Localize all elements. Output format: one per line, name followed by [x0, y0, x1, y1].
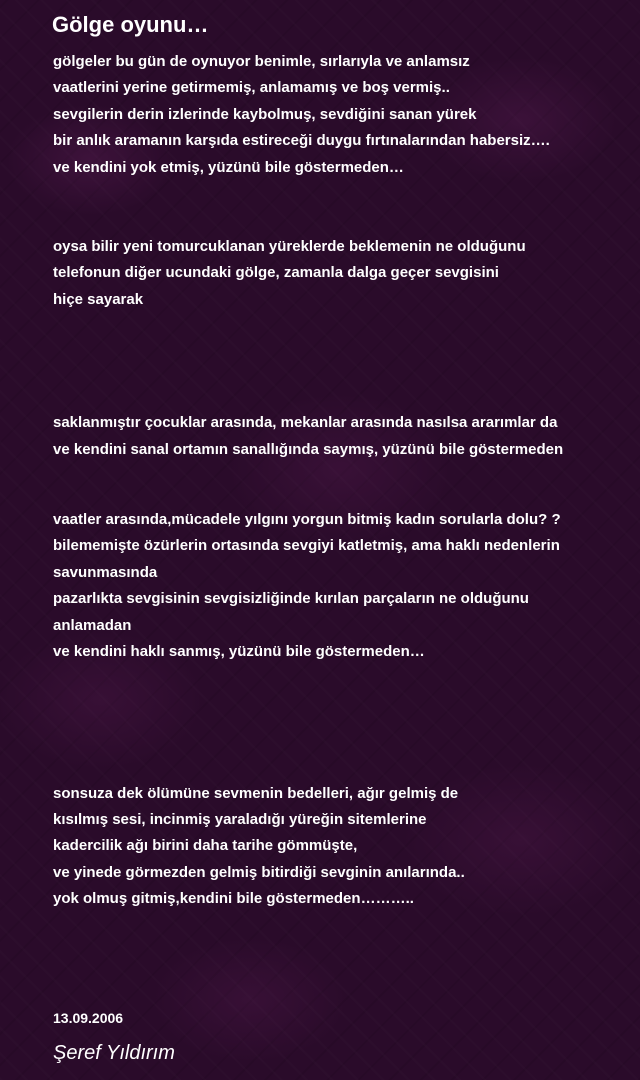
poem-title: Gölge oyunu…: [52, 12, 209, 37]
poem-line: pazarlıkta sevgisinin sevgisizliğinde kırılan parçaların ne olduğunu: [53, 590, 529, 608]
poem-line: vaatler arasında,mücadele yılgını yorgun bitmiş kadın sorularla dolu? ?: [53, 511, 561, 529]
poem-line: ve kendini sanal ortamın sanallığında saymış, yüzünü bile göstermeden: [53, 440, 564, 458]
poem-date: 13.09.2006: [53, 1010, 124, 1026]
poem-line: saklanmıştır çocuklar arasında, mekanlar arasında nasılsa ararımlar da: [53, 414, 558, 432]
poem-line: ve kendini yok etmiş, yüzünü bile göstermeden…: [53, 158, 404, 176]
poem-line: ve yinede görmezden gelmiş bitirdiği sevginin anılarında..: [53, 863, 465, 881]
poem-line: bilememişte özürlerin ortasında sevgiyi katletmiş, ama haklı nedenlerin: [53, 537, 560, 555]
stanza-1: [53, 49, 623, 181]
poem-line: ve kendini haklı sanmış, yüzünü bile göstermeden…: [53, 643, 425, 661]
stanza-4: [53, 507, 623, 665]
stanza-3: [53, 410, 623, 463]
poem-line: vaatlerini yerine getirmemiş, anlamamış ve boş vermiş..: [53, 79, 450, 97]
poem-line: hiçe sayarak: [53, 290, 144, 308]
poem-line: anlamadan: [53, 616, 132, 634]
poem-line: kadercilik ağı birini daha tarihe gömmüşte,: [53, 837, 358, 855]
poem-line: oysa bilir yeni tomurcuklanan yüreklerde beklemenin ne olduğunu: [53, 238, 526, 256]
stanza-2: [53, 234, 623, 313]
poem-line: yok olmuş gitmiş,kendini bile göstermeden………..: [53, 890, 414, 908]
poem-line: telefonun diğer ucundaki gölge, zamanla dalga geçer sevgisini: [53, 264, 499, 282]
poem-line: sonsuza dek ölümüne sevmenin bedelleri, ağır gelmiş de: [53, 784, 459, 802]
poem-author: Şeref Yıldırım: [53, 1042, 175, 1064]
poem-line: savunmasında: [53, 563, 158, 581]
stanza-5: [53, 781, 623, 913]
poem-container: [53, 10, 623, 913]
poem-line: gölgeler bu gün de oynuyor benimle, sırlarıyla ve anlamsız: [53, 53, 470, 70]
poem-line: kısılmış sesi, incinmiş yaraladığı yüreğin sitemlerine: [53, 810, 427, 828]
poem-line: sevgilerin derin izlerinde kaybolmuş, sevdiğini sanan yürek: [53, 105, 477, 123]
poem-line: bir anlık aramanın karşıda estireceği duygu fırtınalarından habersiz….: [53, 132, 550, 150]
